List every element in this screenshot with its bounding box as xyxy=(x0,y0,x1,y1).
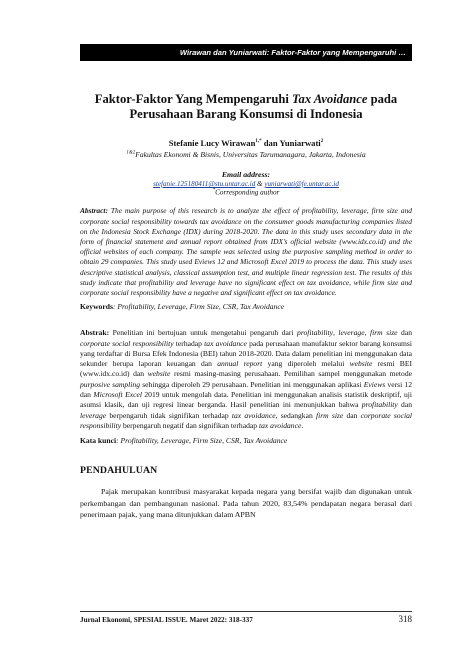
abstrak-term: firm size xyxy=(369,328,398,338)
abstrak-term: website xyxy=(147,369,171,379)
abstrak-text: . xyxy=(301,420,304,430)
abstrak-text: berpengaruh tidak signifikan terhadap xyxy=(106,410,232,420)
abstrak-text: , sedangkan xyxy=(275,410,316,420)
page-number: 318 xyxy=(398,614,412,624)
abstrak-term: Microsoft Excel xyxy=(93,390,142,399)
abstrak-text: 2019 untuk mengolah data. Penelitian ini menggunakan analisis statistik deskriptif, uji asumsi klasik, dan uji regresi linear berganda. Hasil penelitian ini menunjukkan bahwa xyxy=(80,390,412,410)
title-line2: Perusahaan Barang Konsumsi di Indonesia xyxy=(129,107,363,121)
email-link-2[interactable]: yuniarwati@fe.untar.ac.id xyxy=(264,180,339,188)
abstrak-term: tax avoidance xyxy=(258,420,302,430)
corresponding-text: Corresponding author xyxy=(215,188,280,197)
email-link-1[interactable]: stefanie.125180411@stu.untar.ac.id xyxy=(153,180,256,188)
abstrak-text: terhadap xyxy=(173,338,205,348)
abstrak-term: firm size xyxy=(315,410,344,420)
abstrak-text: yang diperoleh melalui xyxy=(262,359,350,369)
abstrak-label: Abstrak: xyxy=(80,328,110,338)
abstrak-term: annual report xyxy=(217,359,263,369)
intro-paragraph: Pajak merupakan kontribusi masyarakat kepada negara yang bersifat wajib dan digunakan untuk perkembangan dan pembangunan nasional. Pada tahun 2020, 83,54% pendapatan negara berasal dari penerimaan pajak, yang mana ditunjukkan dalam APBN xyxy=(80,487,412,520)
abstrak-indonesian xyxy=(80,328,412,431)
affiliation xyxy=(80,150,412,159)
author-conj: dan xyxy=(261,138,280,148)
abstrak-text: resmi masing-masing perusahaan. Pemilihan sampel menggunakan metode xyxy=(170,369,412,379)
abstrak-text: resmi BEI (www.idx.co.id) dan xyxy=(80,359,412,379)
abstract-text: The main purpose of this research is to analyze the effect of profitability, leverage, firm size and corporate social responsibility towards tax avoidance on the consumer goods manufacturing companies listed on the Indonesia Stock Exchange (IDX) during 2018-2020. The data in this study uses secondary data in the form of financial statement and annual report obtained from IDX’s official website (www.idx.co.id) and the official websites of each company. The sample was selected using the purposive sampling method in order to obtain 29 companies. This study used Eviews 12 and Microsoft Excel 2019 to process the data. This study uses descriptive statistical analysis, classical assumption test, and multiple linear regression test. The results of this study indicate that profitability and leverage have no significant effect on tax avoidance, while firm size and corporate social responsibility have a negative and significant effect on tax avoidance. xyxy=(80,206,412,298)
abstrak-text: versi 12 dan xyxy=(80,379,412,399)
abstrak-text: dan xyxy=(397,400,412,410)
corresponding-author xyxy=(80,188,412,196)
title-line1-prefix: Faktor-Faktor Yang Mempengaruhi xyxy=(94,92,292,106)
abstrak-term: tax avoidance xyxy=(231,410,276,420)
title-line1-suffix: pada xyxy=(367,92,398,106)
footer-journal: Jurnal Ekonomi, SPESIAL ISSUE. Maret 2022: 318-337 xyxy=(80,616,253,624)
abstrak-term: corporate social responsibility xyxy=(80,410,412,430)
abstrak-text: dan xyxy=(343,410,361,420)
paper-page xyxy=(80,92,412,521)
kata-kunci-text: : Profitability, Leverage, Firm Size, CSR, Tax Avoidance xyxy=(116,436,288,446)
footer-divider xyxy=(80,611,412,612)
keywords-label: Keywords xyxy=(80,302,113,312)
kata-kunci xyxy=(80,436,412,445)
abstrak-text: pada perusahaan manufaktur sektor barang konsumsi yang terdaftar di Bursa Efek Indonesia (BEI) tahun 2018-2020. Data dalam penelitian ini menggunakan data sekunder berupa laporan keuangan dan xyxy=(80,338,412,369)
abstrak-term: profitability xyxy=(361,400,398,410)
keywords xyxy=(80,302,412,311)
abstrak-term: leverage xyxy=(80,410,107,420)
paper-title xyxy=(80,92,412,122)
email-separator: & xyxy=(255,180,265,188)
abstrak-term: Eviews xyxy=(363,379,386,389)
author-1: Stefanie Lucy Wirawan xyxy=(168,138,256,148)
affiliation-text: Fakultas Ekonomi & Bisnis, Universitas Tarumanagara, Jakarta, Indonesia xyxy=(135,150,366,159)
abstrak-term: corporate social responsibility xyxy=(80,338,174,348)
section-heading: PENDAHULUAN xyxy=(80,465,158,477)
author-list xyxy=(80,138,412,148)
abstrak-text: dan xyxy=(397,328,413,338)
abstrak-term: tax avoidance xyxy=(204,338,247,348)
author-2: Yuniarwati xyxy=(279,138,321,148)
abstrak-text: sehingga diperoleh 29 perusahaan. Penelitian ini menggunakan aplikasi xyxy=(140,379,364,389)
abstract-label: Abstract: xyxy=(80,206,108,216)
abstrak-term: website xyxy=(349,359,373,369)
abstract-english xyxy=(80,206,412,298)
email-line xyxy=(80,180,412,188)
title-line1-italic: Tax Avoidance xyxy=(291,92,368,106)
abstrak-term: purposive sampling xyxy=(80,379,140,389)
keywords-text: : Profitability, Leverage, Firm Size, CSR, Tax Avoidance xyxy=(112,302,285,312)
affiliation-sup: 1&2 xyxy=(126,150,136,156)
abstrak-text: Penelitian ini bertujuan untuk mengetahui pengaruh dari xyxy=(109,328,298,338)
author-1-sup: 1,* xyxy=(255,139,262,145)
corresponding-sup: * xyxy=(212,188,216,193)
abstrak-text: , xyxy=(364,328,370,338)
abstrak-term: profitability xyxy=(297,328,334,338)
abstrak-term: leverage xyxy=(338,328,365,338)
author-2-sup: 2 xyxy=(320,139,324,145)
abstrak-text: berpengaruh negatif dan signifikan terhadap xyxy=(121,420,259,430)
email-label: Email address: xyxy=(221,170,271,179)
kata-kunci-label: Kata kunci xyxy=(80,436,117,446)
abstrak-text: , xyxy=(333,328,339,338)
running-header: Wirawan dan Yuniarwati: Faktor-Faktor yang Mempengaruhi … xyxy=(80,44,412,61)
